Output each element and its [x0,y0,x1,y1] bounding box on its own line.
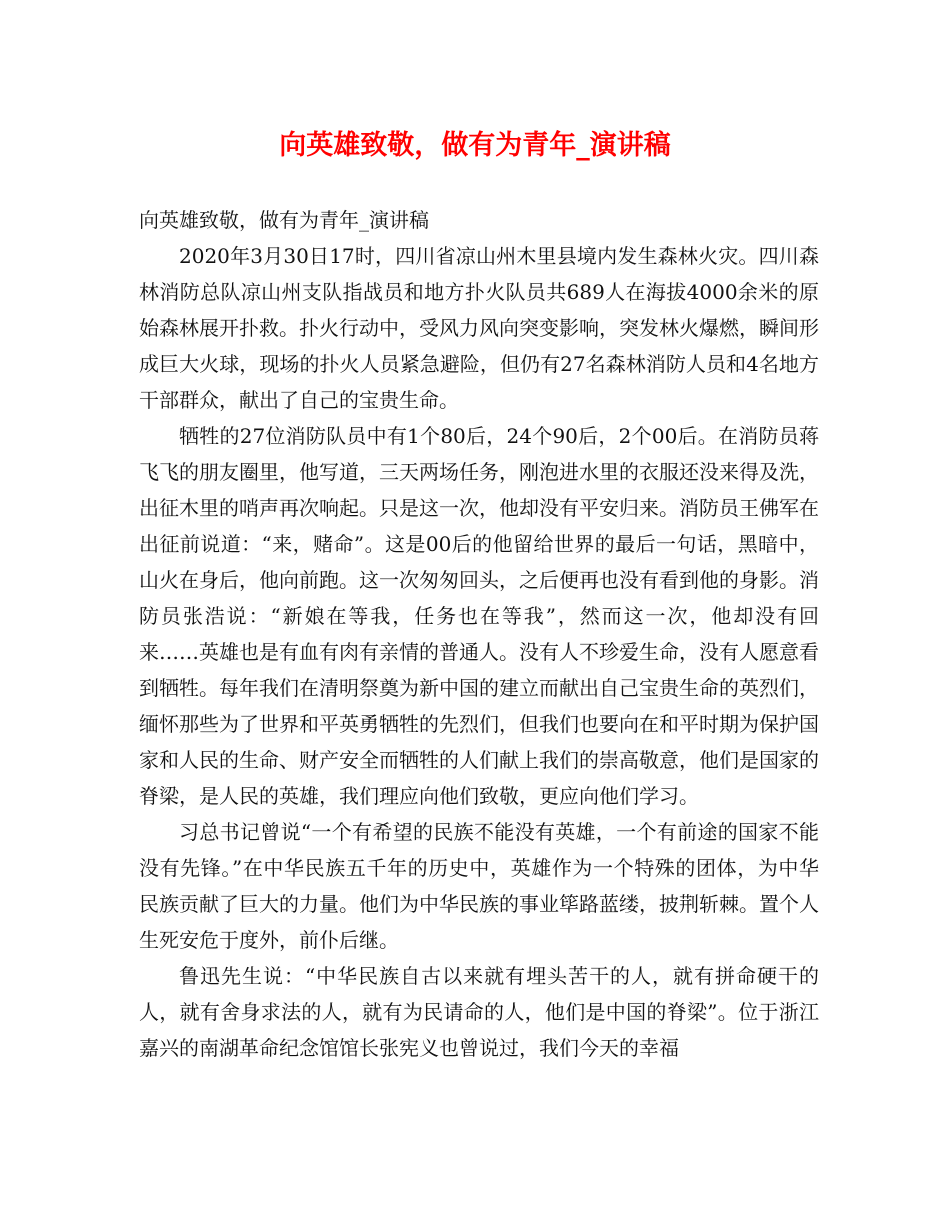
subtitle-paragraph: 向英雄致敬，做有为青年_演讲稿 [139,208,429,232]
paragraph-lu-xun-quote: 鲁迅先生说：“中华民族自古以来就有埋头苦干的人，就有拼命硬干的人，就有舍身求法的人，就有为民请命的人，他们是中国的脊梁”。位于浙江嘉兴的南湖革命纪念馆馆长张宪义也曾说过，我们今天的幸福 [139,964,819,1060]
paragraph-fire-event: 2020年3月30日17时，四川省凉山州木里县境内发生森林火灾。四川森林消防总队凉山州支队指战员和地方扑火队员共689人在海拔4000余米的原始森林展开扑救。扑火行动中，受风力风向突变影响，突发林火爆燃，瞬间形成巨大火球，现场的扑火人员紧急避险，但仍有27名森林消防人员和4名地方干部群众，献出了自己的宝贵生命。 [139,244,819,412]
document-body [139,202,819,1066]
document-title: 向英雄致敬，做有为青年_演讲稿 [279,130,671,161]
paragraph-firefighters: 牺牲的27位消防队员中有1个80后，24个90后，2个00后。在消防员蒋飞飞的朋友圈里，他写道，三天两场任务，刚泡进水里的衣服还没来得及洗，出征木里的哨声再次响起。只是这一次，他却没有平安归来。消防员王佛军在出征前说道：“来，赌命”。这是00后的他留给世界的最后一句话，黑暗中，山火在身后，他向前跑。这一次匆匆回头，之后便再也没有看到他的身影。消防员张浩说：“新娘在等我，任务也在等我”，然而这一次，他却没有回来……英雄也是有血有肉有亲情的普通人。没有人不珍爱生命，没有人愿意看到牺牲。每年我们在清明祭奠为新中国的建立而献出自己宝贵生命的英烈们，缅怀那些为了世界和平英勇牺牲的先烈们，但我们也要向在和平时期为保护国家和人民的生命、财产安全而牺牲的人们献上我们的崇高敬意，他们是国家的脊梁，是人民的英雄，我们理应向他们致敬，更应向他们学习。 [139,424,819,808]
paragraph-heroes-quote: 习总书记曾说“一个有希望的民族不能没有英雄，一个有前途的国家不能没有先锋。”在中华民族五千年的历史中，英雄作为一个特殊的团体，为中华民族贡献了巨大的力量。他们为中华民族的事业筚路蓝缕，披荆斩棘。置个人生死安危于度外，前仆后继。 [139,820,819,952]
